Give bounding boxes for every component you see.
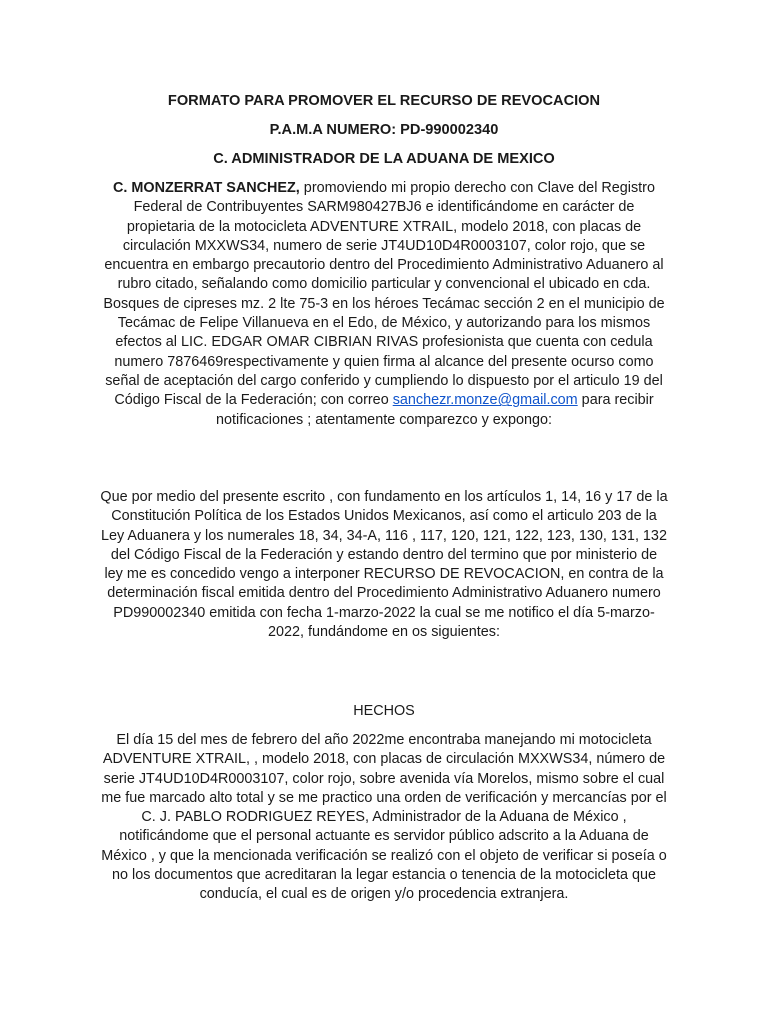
grounds-paragraph: Que por medio del presente escrito , con fundamento en los artículos 1, 14, 16 y 17 de la Constitución Política de los Estados Unidos Mexicanos, así como el articulo 203 de la Ley Aduanera y los numerales 18, 34, 34-A, 116 , 117, 120, 121, 122, 123, 130, 131, 132 del Código Fiscal de la Federación y estando dentro del termino que por ministerio de ley me es concedido vengo a interponer RECURSO DE REVOCACION, en contra de la determinación fiscal emitida dentro del Procedimiento Administrativo Aduanero numero PD990002340 emitida con fecha 1-marzo-2022 la cual se me notifico el día 5-marzo-2022, fundándome en os siguientes: xyxy=(100,489,668,641)
email-link[interactable]: sanchezr.monze@gmail.com xyxy=(392,392,578,409)
pama-number: P.A.M.A NUMERO: PD-990002340 xyxy=(269,122,499,138)
intro-closing-text: para recibir notificaciones ; atentamente comparezco y expongo: xyxy=(216,392,654,428)
addressee-heading: C. ADMINISTRADOR DE LA ADUANA DE MEXICO xyxy=(213,151,555,167)
petitioner-name: C. MONZERRAT SANCHEZ, xyxy=(113,180,300,196)
intro-text: promoviendo mi propio derecho con Clave del Registro Federal de Contribuyentes SARM980427BJ6 e identificándome en carácter de propietaria de la motocicleta ADVENTURE XTRAIL, modelo 2018, con placas de circulación MXXWS34, numero de serie JT4UD10D4R0003107, color rojo, que se encuentra en embargo precautorio dentro del Procedimiento Administrativo Aduanero al rubro citado, señalando como domicilio particular y convencional el ubicado en cda. Bosques de cipreses mz. 2 lte 75-3 en los héroes Tecámac sección 2 en el municipio de Tecámac de Felipe Villanueva en el Edo, de México, y autorizando para los mismos efectos al LIC. EDGAR OMAR CIBRIAN RIVAS profesionista que cuenta con cedula numero 7876469respectivamente y quien firma al alcance del presente ocurso como señal de aceptación del cargo conferido y cumpliendo lo dispuesto por el articulo 19 del Código Fiscal de la Federación; con correo xyxy=(103,180,665,409)
document-title: FORMATO PARA PROMOVER EL RECURSO DE REVOCACION xyxy=(167,93,601,109)
hechos-paragraph: El día 15 del mes de febrero del año 2022me encontraba manejando mi motocicleta ADVENTURE XTRAIL, , modelo 2018, con placas de circulación MXXWS34, número de serie JT4UD10D4R0003107, color rojo, sobre avenida vía Morelos, mismo sobre el cual me fue marcado alto total y se me practico una orden de verificación y mercancías por el C. J. PABLO RODRIGUEZ REYES, Administrador de la Aduana de México , notificándome que el personal actuante es servidor público adscrito a la Aduana de México , y que la mencionada verificación se realizó con el objeto de verificar si poseía o no los documentos que acreditaran la legar estancia o tenencia de la motocicleta que conducía, el cual es de origen y/o procedencia extranjera. xyxy=(101,732,667,903)
intro-paragraph xyxy=(100,179,668,430)
section-heading-hechos: HECHOS xyxy=(353,703,415,719)
